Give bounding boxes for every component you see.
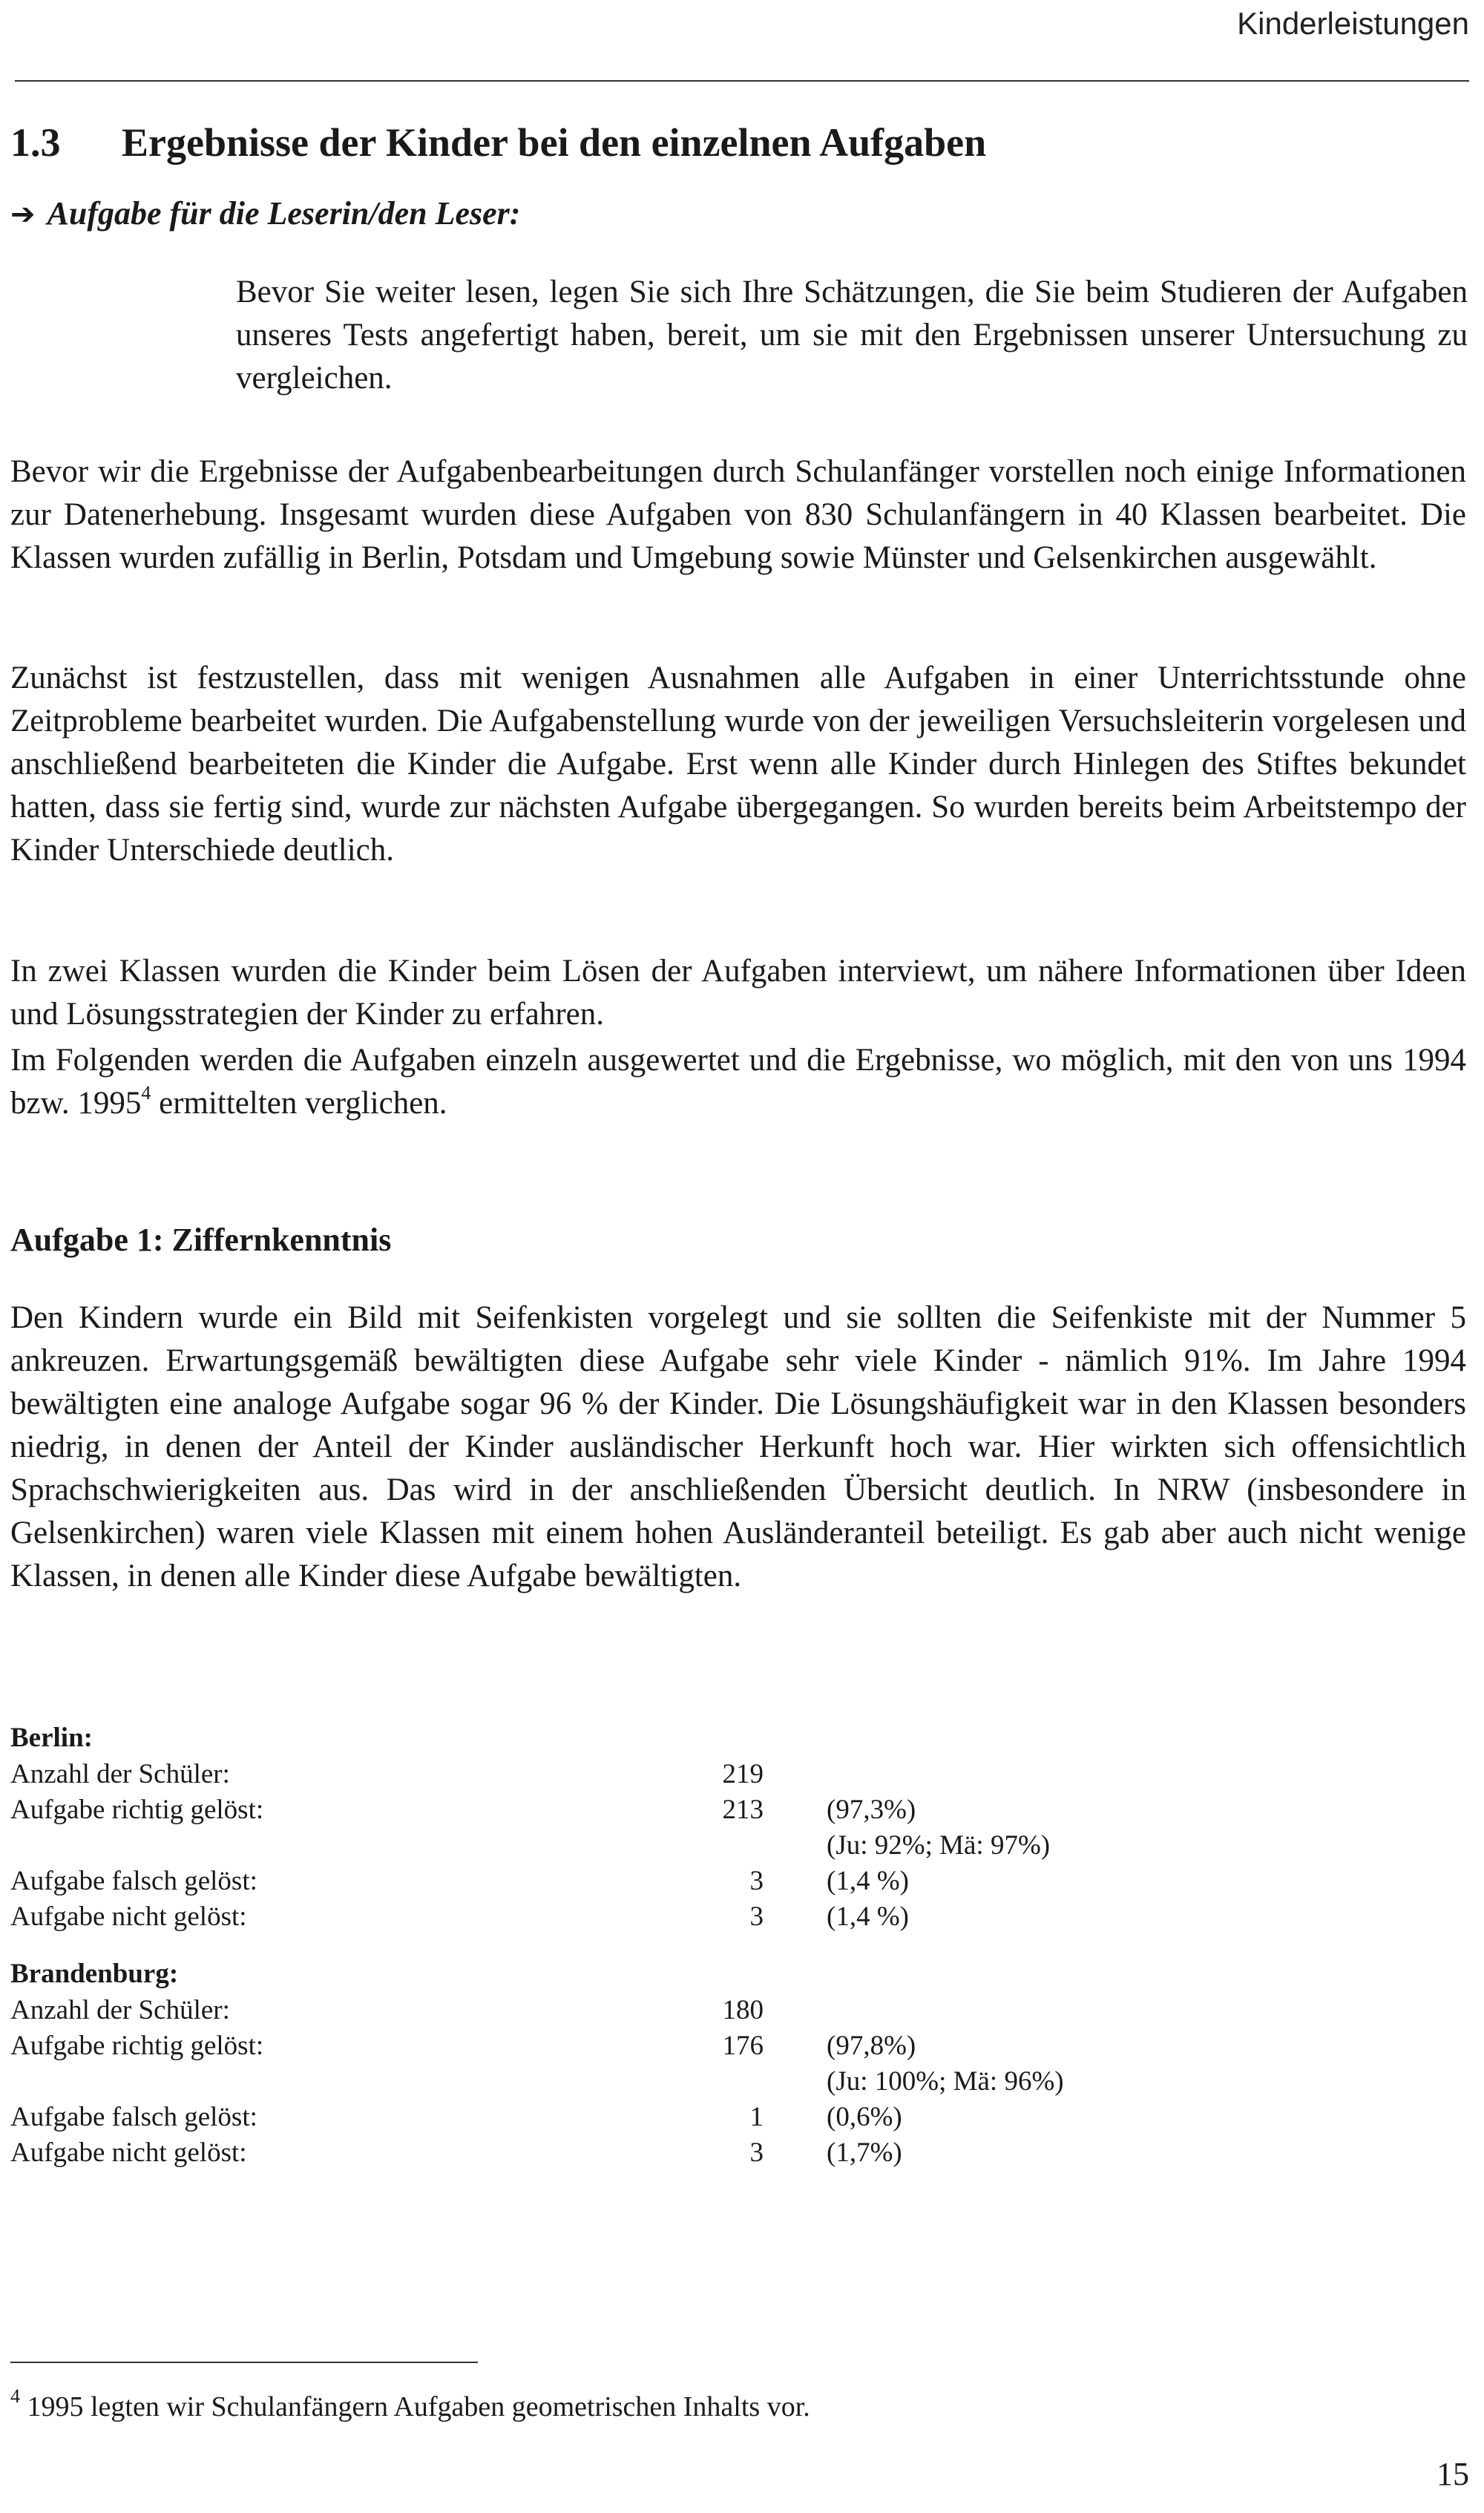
stat-label: Anzahl der Schüler: [10,1995,230,2025]
paragraph-data-collection: Bevor wir die Ergebnisse der Aufgabenbearbeitungen durch Schulanfänger vorstellen noch einige Informationen zur Datenerhebung. Insgesamt wurden diese Aufgaben von 830 Schulanfängern in 40 Klassen bearbeitet. Die Klassen wurden zufällig in Berlin, Potsdam und Umgebung sowie Münster und Gelsenkirchen ausgewählt. [10,454,1466,575]
reader-task-label [10,193,520,235]
paragraph-interviews: In zwei Klassen wurden die Kinder beim Lösen der Aufgaben interviewt, um nähere Informationen über Ideen und Lösungsstrategien der Kinder zu erfahren. [10,954,1466,1032]
stat-percent: (97,8%) [827,2031,916,2061]
stat-percent: (0,6%) [827,2102,902,2132]
section-number: 1.3 [10,120,61,165]
footnote-rule [10,2362,478,2363]
stat-value: 3 [749,2137,764,2168]
stat-value: 1 [749,2102,764,2132]
footnote-text: 1995 legten wir Schulanfängern Aufgaben geometrischen Inhalts vor. [20,2391,810,2422]
stat-percent: (1,4 %) [827,1866,909,1896]
stat-percent [764,1993,1120,2028]
stat-label: Aufgabe nicht gelöst: [10,1901,247,1932]
paragraph-procedure: Zunächst ist festzustellen, dass mit wenigen Ausnahmen alle Aufgaben in einer Unterrichtsstunde ohne Zeitprobleme bearbeitet wurden. Die Aufgabenstellung wurde von der jeweiligen Versuchsleiterin vorgelesen und anschließend bearbeiteten die Kinder die Aufgabe. Erst wenn alle Kinder durch Hinlegen des Stiftes bekundet hatten, dass sie fertig sind, wurde zur nächsten Aufgabe übergegangen. So wurden bereits beim Arbeitstempo der Kinder Unterschiede deutlich. [10,661,1466,868]
reader-task-text: Aufgabe für die Leserin/den Leser: [47,195,521,232]
footnote-mark: 4 [10,2385,20,2408]
stat-value: 180 [722,1995,764,2025]
aufgabe-heading: Aufgabe 1: Ziffernkenntnis [10,1222,392,1258]
stat-value: 3 [749,1866,764,1896]
stat-gender-breakdown: (Ju: 92%; Mä: 97%) [827,1830,1051,1861]
page-number: 15 [1437,2456,1469,2492]
reader-task-instructions: Bevor Sie weiter lesen, legen Sie sich Ihre Schätzungen, die Sie beim Studieren der Aufgaben unseres Tests angefertigt haben, bereit, um sie mit den Ergebnissen unserer Untersuchung zu vergleichen. [236,275,1468,396]
stat-row [10,2100,1123,2135]
arrow-right-icon: ➔ [10,197,36,232]
results-overview [10,1720,1123,2171]
stat-row [10,1757,1123,1792]
stat-percent: (1,4 %) [827,1901,909,1932]
running-header: Kinderleistungen [1237,6,1469,41]
section-title-text: Ergebnisse der Kinder bei den einzelnen Aufgaben [122,120,987,165]
aufgabe-description: Den Kindern wurde ein Bild mit Seifenkisten vorgelegt und sie sollten die Seifenkiste mit der Nummer 5 ankreuzen. Erwartungsgemäß bewältigten diese Aufgabe sehr viele Kinder - nämlich 91%. Im Jahre 1994 bewältigten eine analoge Aufgabe sogar 96 % der Kinder. Die Lösungshäufigkeit war in den Klassen besonders niedrig, in denen der Anteil der Kinder ausländischer Herkunft hoch war. Hier wirkten sich offensichtlich Sprachschwierigkeiten aus. Das wird in der anschließenden Übersicht deutlich. In NRW (insbesondere in Gelsenkirchen) waren viele Klassen mit einem hohen Ausländeranteil beteiligt. Es gab aber auch nicht wenige Klassen, in denen alle Kinder diese Aufgabe bewältigten. [10,1300,1466,1593]
stat-row [10,1792,1123,1828]
paragraph-comparison-text: Im Folgenden werden die Aufgaben einzeln ausgewertet und die Ergebnisse, wo möglich, mit den von uns 1994 bzw. 1995 [10,1043,1466,1121]
stat-row-breakdown [10,1828,1123,1864]
stat-label: Aufgabe falsch gelöst: [10,2102,257,2132]
stat-gender-breakdown: (Ju: 100%; Mä: 96%) [827,2066,1064,2097]
stat-percent: (1,7%) [827,2137,902,2168]
stat-percent [764,1757,1120,1792]
stat-value: 3 [749,1901,764,1932]
stat-label: Aufgabe falsch gelöst: [10,1866,257,1896]
stat-row [10,2135,1123,2171]
header-rule [15,80,1469,82]
stat-row [10,1864,1123,1899]
section-title [10,117,1465,168]
stat-value: 213 [722,1795,764,1825]
stat-row [10,1993,1123,2028]
stat-row [10,1899,1123,1935]
footnote-reference: 4 [141,1081,151,1104]
paragraph-comparison [10,1039,1466,1125]
stat-label: Aufgabe richtig gelöst: [10,1795,264,1825]
stat-row [10,2028,1123,2064]
stat-label: Aufgabe richtig gelöst: [10,2031,264,2061]
region-heading-berlin: Berlin: [10,1723,93,1753]
stat-label: Anzahl der Schüler: [10,1759,230,1789]
stat-percent: (97,3%) [827,1795,916,1825]
region-heading-brandenburg: Brandenburg: [10,1959,179,1989]
stat-value: 176 [722,2031,764,2061]
stat-row-breakdown [10,2064,1123,2100]
footnote [10,2385,1465,2425]
stat-value: 219 [722,1759,764,1789]
stat-label: Aufgabe nicht gelöst: [10,2137,247,2168]
paragraph-comparison-text-end: ermittelten verglichen. [151,1086,447,1121]
